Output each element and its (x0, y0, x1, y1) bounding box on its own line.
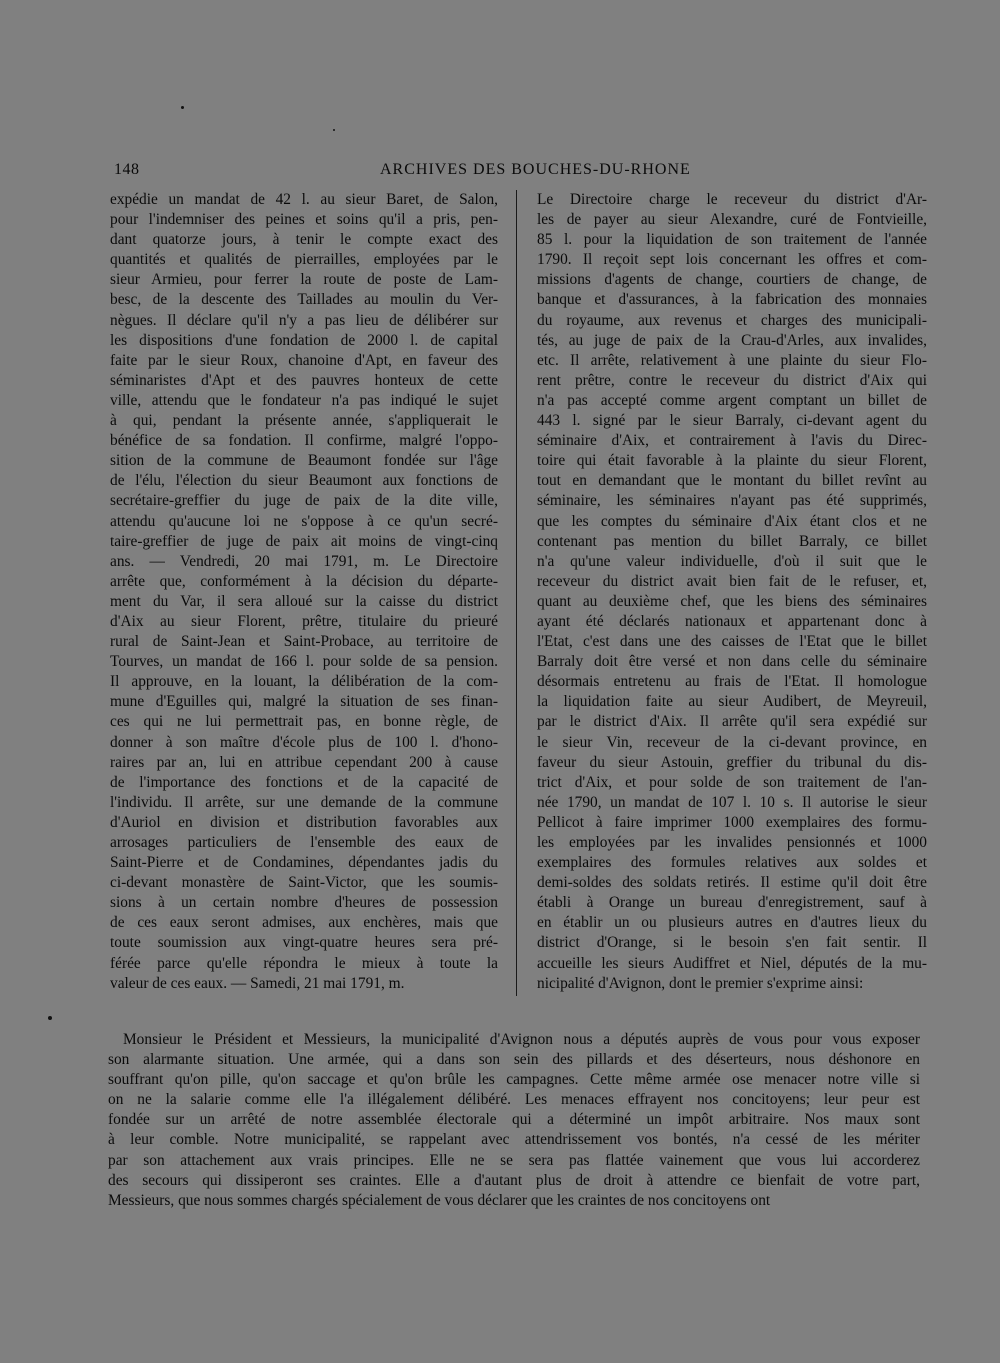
left-column-line: férée parce qu'elle répondra le mieux à toute la (110, 954, 498, 972)
scan-speck (181, 106, 184, 109)
address-line: on ne la salarie comme elle l'a illégalement délibéré. Les menaces effrayent nos concitoyens; leur peur est (108, 1091, 920, 1109)
address-line: Monsieur le Président et Messieurs, la municipalité d'Avignon nous a députés auprès de vous pour vous exposer (123, 1031, 920, 1048)
right-column-line: 1790. Il reçoit sept lois concernant les offres et com- (537, 251, 927, 269)
left-column-line: valeur de ces eaux. — Samedi, 21 mai 1791, m. (110, 974, 405, 992)
address-line: à leur comble. Notre municipalité, se rappelant avec attendrissement vos bontés, n'a cessé de les mériter (108, 1131, 920, 1149)
right-column-line: en établir un ou plusieurs autres en d'autres lieux du (537, 914, 927, 932)
left-column-line: bénéfice de sa fondation. Il confirme, malgré l'oppo- (110, 432, 498, 450)
address-line: son alarmante situation. Une armée, qui a dans son sein des pillards et des déserteurs, nous déshonore en (108, 1051, 920, 1069)
left-column-line: de ces eaux seront admises, aux enchères, mais que (110, 914, 498, 932)
right-column-line: faveur du sieur Astouin, greffier du tribunal du dis- (537, 753, 927, 771)
left-column-line: toute soumission aux vingt-quatre heures sera pré- (110, 934, 498, 952)
right-column-line: Barraly doit être versé et non dans celle du séminaire (537, 653, 927, 671)
quoted-address (108, 1030, 920, 1211)
left-column-line: besc, de la descente des Taillades au moulin du Ver- (110, 291, 498, 309)
right-column-line: que les comptes du séminaire d'Aix étant clos et ne (537, 512, 927, 530)
left-column-line: expédie un mandat de 42 l. au sieur Baret, de Salon, (110, 191, 498, 208)
right-column-line: demi-soldes des soldats retirés. Il estime qu'il doit être (537, 874, 927, 892)
right-column-line: toire qui était favorable à la plainte du sieur Florent, (537, 452, 927, 470)
left-column-line: taire-greffier de juge de paix ait moins de vingt-cinq (110, 532, 498, 550)
left-column-line: dant quatorze jours, à tenir le compte exact des (110, 231, 498, 249)
left-column-line: donner à son maître d'école plus de 100 l. d'hono- (110, 733, 498, 751)
right-column-line: etc. Il arrête, relativement à une plainte du sieur Flo- (537, 351, 927, 369)
right-column-line: receveur du district avait bien fait de le refuser, et, (537, 572, 927, 590)
right-column-line: le sieur Vin, receveur de la ci-devant province, en (537, 733, 927, 751)
column-divider (516, 190, 517, 996)
left-column-line: l'individu. Il arrête, sur une demande de la commune (110, 793, 498, 811)
right-column-line: accueille les sieurs Audiffret et Niel, députés de la mu- (537, 954, 927, 972)
left-column-line: ans. — Vendredi, 20 mai 1791, m. Le Directoire (110, 552, 498, 570)
left-column-line: Il approuve, en la louant, la délibération de la com- (110, 673, 498, 691)
right-column-line: banque et d'assurances, à la fabrication des monnaies (537, 291, 927, 309)
scan-speck (333, 129, 335, 131)
right-column-line: Pellicot à faire imprimer 1000 exemplaires des formu- (537, 813, 927, 831)
left-column-line: ment du Var, il sera alloué sur la caisse du district (110, 592, 498, 610)
left-column-line: à qui, pendant la présente année, s'appliquerait le (110, 412, 498, 430)
running-title: ARCHIVES DES BOUCHES-DU-RHONE (380, 161, 691, 178)
right-column-line: n'a pas accepté comme argent comptant un billet de (537, 391, 927, 409)
left-column-line: ville, attendu que le fondateur n'a pas indiqué le sujet (110, 391, 498, 409)
right-column-line: séminaire, les séminaires n'ayant pas été supprimés, (537, 492, 927, 510)
right-column-line: exemplaires des formules relatives aux soldes et (537, 854, 927, 872)
address-line: Messieurs, que nous sommes chargés spécialement de vous déclarer que les craintes de nos concitoyens ont (108, 1191, 771, 1209)
right-column-line: tout en demandant que le montant du billet revînt au (537, 472, 927, 490)
page-number: 148 (114, 161, 140, 178)
left-column-line: raires par an, lui en attribue cependant 200 à cause (110, 753, 498, 771)
right-column-line: du royaume, aux revenus et charges des municipali- (537, 311, 927, 329)
left-column-line: pour l'indemniser des peines et soins qu'il a pris, pen- (110, 211, 498, 229)
left-column-line: nègues. Il déclare qu'il n'y a pas lieu de délibérer sur (110, 311, 498, 329)
right-column-line: l'Etat, c'est dans une des caisses de l'Etat que le billet (537, 633, 927, 651)
left-column-line: Tourves, un mandat de 166 l. pour solde de sa pension. (110, 653, 498, 671)
right-column-line: contenant pas mention du billet Barraly, ce billet (537, 532, 927, 550)
scan-speck (48, 1016, 52, 1020)
left-column (110, 190, 498, 994)
left-column-line: rural de Saint-Jean et Saint-Probace, au territoire de (110, 633, 498, 651)
left-column-line: sition de la commune de Beaumont fondée sur l'âge (110, 452, 498, 470)
right-column-line: séminaire d'Aix, et contrairement à l'avis du Direc- (537, 432, 927, 450)
left-column-line: sieur Armieu, pour ferrer la route de poste de Lam- (110, 271, 498, 289)
address-line: par son attachement aux vrais principes. Elle ne se sera pas flattée vainement que vous lui accorderez (108, 1151, 920, 1169)
right-column-line: 85 l. pour la liquidation de son traitement de l'année (537, 231, 927, 249)
right-column-line: missions d'agents de change, courtiers de change, de (537, 271, 927, 289)
left-column-line: de l'importance des fonctions et de la capacité de (110, 773, 498, 791)
left-column-line: secrétaire-greffier du juge de paix de la dite ville, (110, 492, 498, 510)
left-column-line: d'Auriol en division et distribution favorables aux (110, 813, 498, 831)
right-column-line: 443 l. signé par le sieur Barraly, ci-devant agent du (537, 412, 927, 430)
left-column-line: arrosages particuliers de l'ensemble des eaux de (110, 834, 498, 851)
left-column-line: arrête que, conformément à la décision du départe- (110, 572, 498, 590)
right-column-line: désormais entretenu au frais de l'Etat. Il homologue (537, 673, 927, 691)
right-column-line: par le district d'Aix. Il arrête qu'il sera expédié sur (537, 713, 927, 731)
right-column-line: la liquidation faite au sieur Audibert, de Meyreuil, (537, 693, 927, 711)
left-column-line: Saint-Pierre et de Condamines, dépendantes jadis du (110, 854, 498, 872)
left-column-line: quantités et qualités de pierrailles, employées par le (110, 251, 498, 269)
right-column-line: district d'Orange, si le besoin s'en fait sentir. Il (537, 934, 927, 952)
left-column-line: de l'élu, l'élection du sieur Beaumont aux fonctions de (110, 472, 498, 490)
left-column-line: d'Aix au sieur Florent, prêtre, titulaire du prieuré (110, 612, 498, 630)
right-column-line: trict d'Aix, et pour solde de son traitement de l'an- (537, 773, 927, 791)
left-column-line: faite par le sieur Roux, chanoine d'Apt, en faveur des (110, 351, 498, 369)
right-column-line: ayant été déclarés nationaux et appartenant donc à (537, 612, 927, 630)
address-line: des secours qui dissiperont ses craintes. Elle a d'autant plus de droit à attendre ce bienfait de votre part, (108, 1171, 920, 1189)
right-column-line: n'a qu'une valeur individuelle, d'où il suit que le (537, 552, 927, 570)
left-column-line: attendu qu'aucune loi ne s'oppose à ce qu'un secré- (110, 512, 498, 530)
address-line: fondée sur un arrêté de notre assemblée électorale qui a déterminé un impôt arbitraire. Nos maux sont (108, 1111, 920, 1129)
right-column (537, 190, 927, 994)
right-column-line: Le Directoire charge le receveur du district d'Ar- (537, 191, 927, 208)
left-column-line: ces qui ne lui permettrait pas, en bonne règle, de (110, 713, 498, 731)
left-column-line: mune d'Eguilles qui, malgré la situation de ses finan- (110, 693, 498, 711)
right-column-line: tés, au juge de paix de la Crau-d'Arles, aux invalides, (537, 331, 927, 349)
right-column-line: les employées par les invalides pensionnés et 1000 (537, 834, 927, 851)
right-column-line: établi à Orange un bureau d'enregistrement, sauf à (537, 894, 927, 912)
address-line: souffrant qu'on pille, qu'on saccage et qu'on brûle les campagnes. Cette même armée ose menacer notre ville si (108, 1071, 920, 1089)
right-column-line: rent prêtre, contre le receveur du district d'Aix qui (537, 371, 927, 389)
left-column-line: séminaristes d'Apt et des pauvres honteux de cette (110, 371, 498, 389)
right-column-line: les de payer au sieur Alexandre, curé de Fontvieille, (537, 211, 927, 229)
right-column-line: née 1790, un mandat de 107 l. 10 s. Il autorise le sieur (537, 793, 927, 811)
right-column-line: quant au deuxième chef, que les biens des séminaires (537, 592, 927, 610)
left-column-line: sions à un certain nombre d'heures de possession (110, 894, 498, 912)
left-column-line: ci-devant monastère de Saint-Victor, que les soumis- (110, 874, 498, 892)
right-column-line: nicipalité d'Avignon, dont le premier s'exprime ainsi: (537, 974, 864, 992)
left-column-line: les dispositions d'une fondation de 2000 l. de capital (110, 331, 498, 349)
